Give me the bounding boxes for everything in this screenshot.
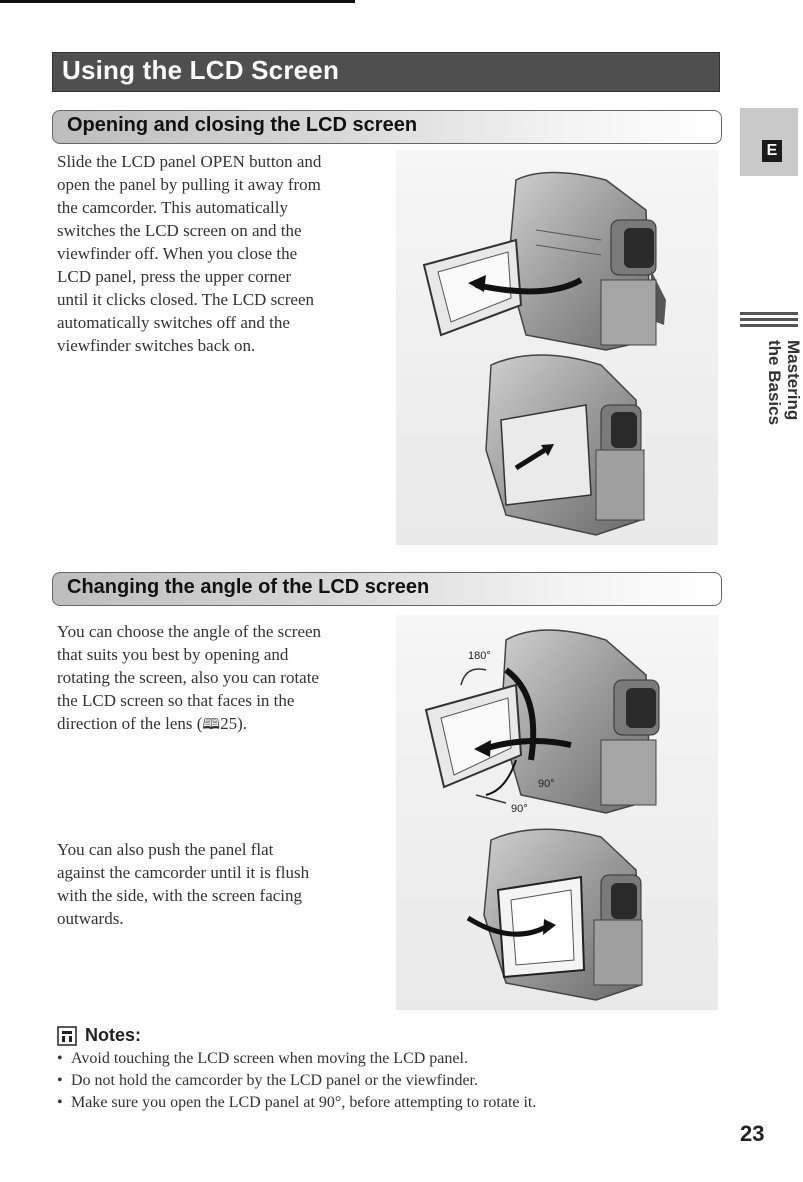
text-line: rotating the screen, also you can rotate xyxy=(57,668,319,687)
text-line: outwards. xyxy=(57,909,124,928)
section-heading-angle xyxy=(52,572,722,606)
text-line: automatically switches off and the xyxy=(57,313,290,332)
section-heading-opening-text: Opening and closing the LCD screen xyxy=(67,114,418,136)
text-line: viewfinder switches back on. xyxy=(57,336,256,355)
chapter-side-label-line1: Mastering xyxy=(784,340,803,421)
text-line: that suits you best by opening and xyxy=(57,645,289,664)
language-tab-letter: E xyxy=(762,140,782,162)
camcorder-flush-illustration xyxy=(484,829,642,1000)
text-line: switches the LCD screen on and the xyxy=(57,221,302,240)
section-heading-angle-text: Changing the angle of the LCD screen xyxy=(67,576,430,598)
page-title: Using the LCD Screen xyxy=(62,55,340,85)
text-line: direction of the lens ( xyxy=(57,714,203,733)
book-icon: 🕮 xyxy=(202,715,221,733)
notes-heading-text: Notes: xyxy=(85,1025,142,1045)
notes-icon xyxy=(57,1026,77,1046)
list-item: • Avoid touching the LCD screen when moving the LCD panel. xyxy=(57,1048,536,1070)
angle-label-180: 180° xyxy=(468,650,491,662)
camcorder-open-photo xyxy=(396,150,718,545)
text-line: the camcorder. This automatically xyxy=(57,198,288,217)
text-line: LCD panel, press the upper corner xyxy=(57,267,292,286)
text-line: against the camcorder until it is flush xyxy=(57,863,310,882)
section2-paragraph-2 xyxy=(57,838,387,930)
angle-label-90-upper: 90° xyxy=(538,778,555,790)
text-line: the LCD screen so that faces in the xyxy=(57,691,295,710)
page-number: 23 xyxy=(740,1121,765,1146)
section2-paragraph-1 xyxy=(57,620,387,736)
text-line: until it clicks closed. The LCD screen xyxy=(57,290,314,309)
chapter-side-label-line2: the Basics xyxy=(765,340,784,426)
notes-list xyxy=(57,1048,536,1114)
section-heading-opening xyxy=(52,110,722,144)
text-line: Slide the LCD panel OPEN button and xyxy=(57,152,322,171)
section1-paragraph xyxy=(57,150,387,357)
text-line: You can choose the angle of the screen xyxy=(57,622,322,641)
text-line: You can also push the panel flat xyxy=(57,840,274,859)
chapter-side-label xyxy=(753,340,803,430)
text-line: open the panel by pulling it away from xyxy=(57,175,321,194)
text-line: with the side, with the screen facing xyxy=(57,886,303,905)
chapter-marker-bars xyxy=(740,312,798,330)
angle-label-90-lower: 90° xyxy=(511,803,528,815)
notes-heading xyxy=(57,1025,141,1046)
list-item: • Make sure you open the LCD panel at 90°, before attempting to rotate it. xyxy=(57,1092,536,1114)
list-item: • Do not hold the camcorder by the LCD panel or the viewfinder. xyxy=(57,1070,536,1092)
page-reference: 25). xyxy=(220,714,248,733)
page-title-bar xyxy=(52,52,720,92)
text-line: viewfinder off. When you close the xyxy=(57,244,298,263)
camcorder-rotate-photo xyxy=(396,615,718,1010)
text-line-with-ref xyxy=(57,712,387,736)
language-tab xyxy=(740,108,798,176)
top-rule xyxy=(0,0,355,3)
